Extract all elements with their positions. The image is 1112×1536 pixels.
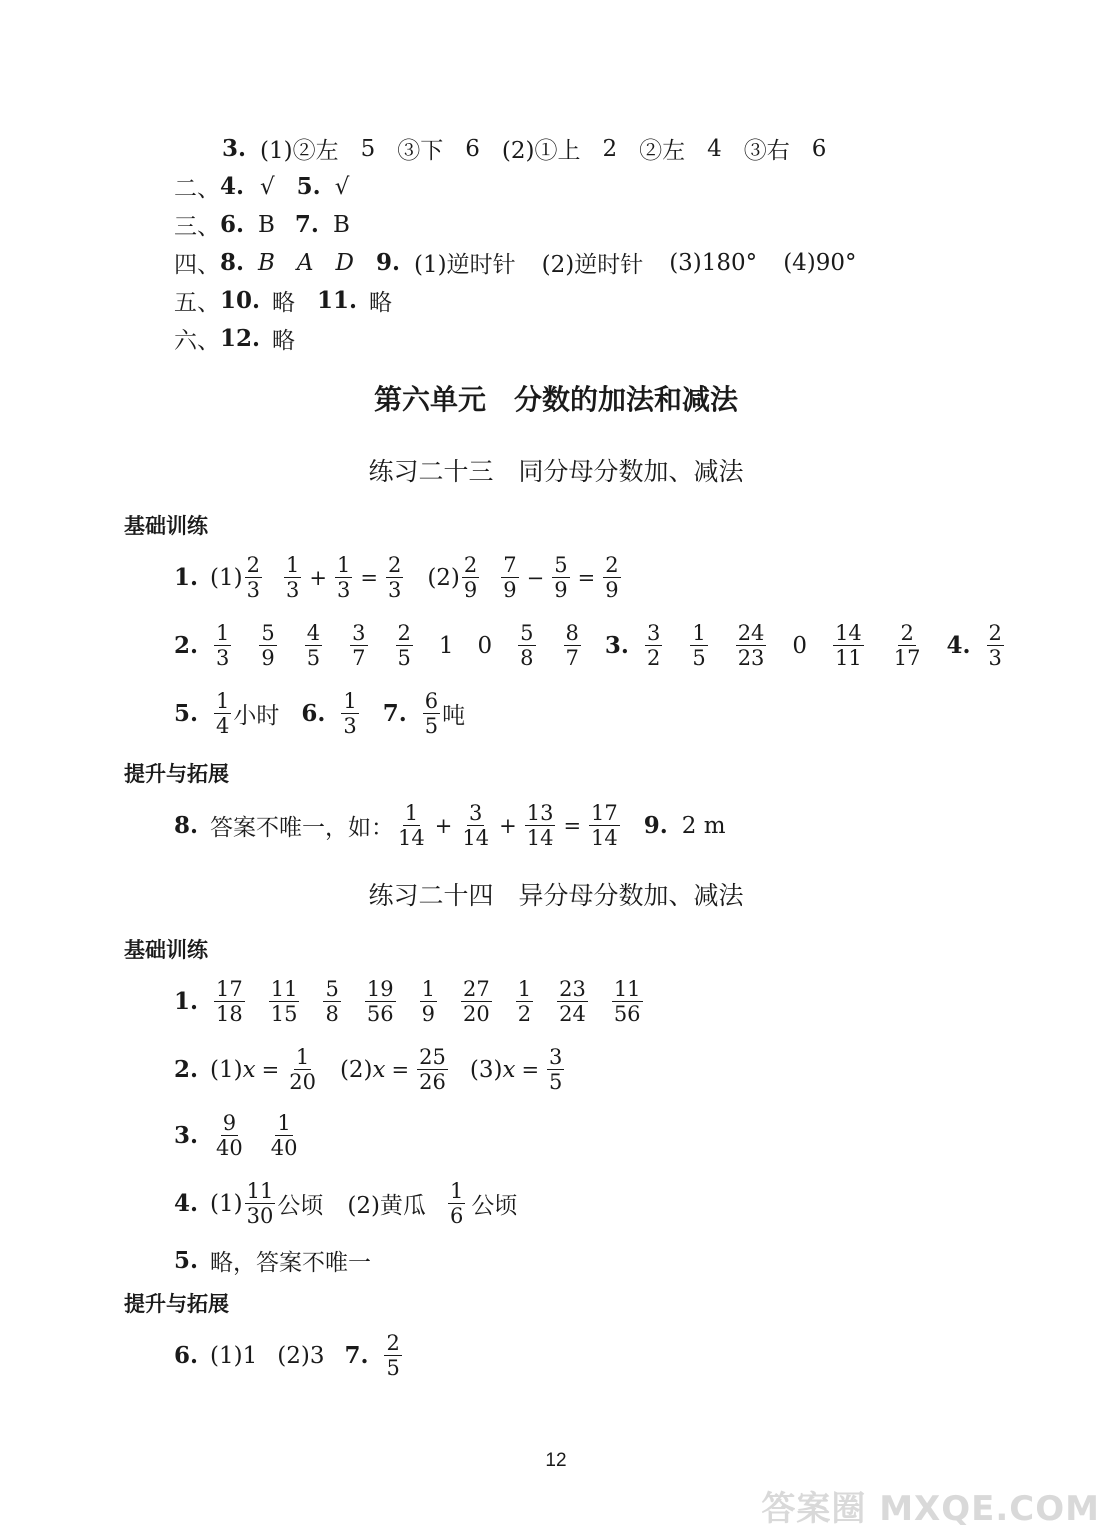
fraction: $\frac{2}{3}$ xyxy=(988,621,1002,671)
exercise-23-title: 练习二十三 同分母分数加、减法 xyxy=(368,457,744,486)
section-prefix: 六、 xyxy=(174,328,220,354)
q-num: 2. xyxy=(174,1056,199,1084)
answer-line-6 xyxy=(174,246,857,279)
answer-line-3 xyxy=(222,132,826,165)
fraction: $\frac{23}{24}$ xyxy=(559,977,586,1027)
fraction: $\frac{1}{20}$ xyxy=(289,1045,316,1095)
answer: (1)②左 xyxy=(260,138,339,164)
section-basic-training: 基础训练 xyxy=(124,938,208,962)
fraction: $\frac{2}{3}$ xyxy=(246,553,260,603)
q-num: 1. xyxy=(174,988,199,1016)
equals-sign: = xyxy=(577,565,596,590)
fraction: $\frac{27}{20}$ xyxy=(462,977,490,1027)
plus-sign: + xyxy=(434,813,453,838)
ex23-q1 xyxy=(174,554,623,601)
unit-label: 公顷 xyxy=(471,1193,518,1220)
ex24-q4 xyxy=(174,1180,517,1227)
q-num: 9. xyxy=(643,812,668,840)
answer: ③右 xyxy=(743,138,790,164)
fraction: $\frac{5}{9}$ xyxy=(261,621,275,671)
fraction: $\frac{3}{7}$ xyxy=(352,621,366,671)
answer: 0 xyxy=(792,632,808,659)
q-num: 4. xyxy=(220,173,245,200)
sub-label: (2)黄瓜 xyxy=(347,1193,426,1220)
answer: 6 xyxy=(811,135,827,162)
fraction: $\frac{1}{14}$ xyxy=(398,801,425,851)
unit-label: 小时 xyxy=(233,703,280,730)
fraction: $\frac{2}{9}$ xyxy=(463,553,478,603)
answer: (1)逆时针 xyxy=(414,252,516,278)
fraction: $\frac{4}{5}$ xyxy=(306,621,321,671)
answer: (2)逆时针 xyxy=(541,252,644,278)
answer: 6 xyxy=(465,135,480,162)
answer: 略 xyxy=(369,290,393,316)
fraction: $\frac{1}{6}$ xyxy=(449,1179,464,1229)
answer: B xyxy=(258,249,275,276)
q-num: 4. xyxy=(946,632,971,660)
fraction: $\frac{13}{14}$ xyxy=(526,801,554,851)
fraction: $\frac{11}{30}$ xyxy=(246,1179,274,1229)
section-prefix: 三、 xyxy=(174,214,220,240)
q-num: 1. xyxy=(174,564,199,592)
fraction: $\frac{1}{3}$ xyxy=(216,621,230,671)
q-num: 6. xyxy=(220,211,245,238)
answer-text: 略，答案不唯一 xyxy=(210,1250,372,1276)
q-num: 8. xyxy=(174,812,199,840)
ex23-q2-q4 xyxy=(174,622,1006,669)
fraction: $\frac{2}{3}$ xyxy=(387,553,402,603)
unit-title: 第六单元 分数的加法和减法 xyxy=(373,383,738,416)
equals-sign: = xyxy=(563,813,582,838)
q-num: 7. xyxy=(344,1342,369,1370)
ex23-q5-q7 xyxy=(174,690,465,737)
q-num: 5. xyxy=(296,173,321,200)
ex24-q3 xyxy=(174,1112,301,1159)
answer: (4)90° xyxy=(783,249,857,276)
answer: B xyxy=(258,211,275,238)
q-num: 11. xyxy=(317,287,358,314)
equals-sign: = xyxy=(521,1057,540,1082)
answer: A xyxy=(296,249,314,276)
fraction: $\frac{11}{56}$ xyxy=(613,977,641,1027)
equals-sign: = xyxy=(391,1057,410,1082)
section-extension: 提升与拓展 xyxy=(124,762,229,786)
fraction: $\frac{3}{14}$ xyxy=(462,801,490,851)
unit-label: 吨 xyxy=(442,703,466,730)
q-num: 12. xyxy=(220,325,261,352)
answer: (2)①上 xyxy=(501,138,581,164)
sub-label: (3) xyxy=(469,1056,503,1083)
sub-label: (1) xyxy=(210,564,243,591)
q-num: 8. xyxy=(220,249,245,276)
fraction: $\frac{17}{18}$ xyxy=(216,977,243,1027)
q-num: 7. xyxy=(382,700,407,728)
answer: 略 xyxy=(272,328,296,354)
answer: 0 xyxy=(477,632,493,659)
fraction: $\frac{1}{5}$ xyxy=(692,621,706,671)
fraction: $\frac{25}{26}$ xyxy=(419,1045,446,1095)
fraction: $\frac{24}{23}$ xyxy=(737,621,765,671)
answer: 2 xyxy=(602,135,618,162)
answer: 2 m xyxy=(681,812,726,839)
variable-x: x xyxy=(242,1056,256,1083)
check-mark: √ xyxy=(334,173,350,200)
check-mark: √ xyxy=(260,173,275,200)
q-num: 3. xyxy=(174,1122,199,1150)
fraction: $\frac{17}{14}$ xyxy=(591,801,618,851)
variable-x: x xyxy=(502,1056,516,1083)
ex24-q5 xyxy=(174,1244,371,1277)
section-prefix: 四、 xyxy=(174,252,220,278)
answer: 4 xyxy=(707,135,722,162)
variable-x: x xyxy=(372,1056,386,1083)
q-num: 3. xyxy=(604,632,629,660)
ex24-q6-q7 xyxy=(174,1332,404,1379)
fraction: $\frac{8}{7}$ xyxy=(565,621,579,671)
answer-line-4 xyxy=(174,170,349,203)
section-prefix: 二、 xyxy=(174,176,220,202)
q-num: 5. xyxy=(174,700,199,728)
sub-label: (1) xyxy=(210,1056,243,1083)
answer: B xyxy=(332,211,350,238)
answer: (3)180° xyxy=(669,249,758,276)
fraction: $\frac{6}{5}$ xyxy=(424,689,439,739)
answer-line-8 xyxy=(174,322,295,355)
equals-sign: = xyxy=(261,1057,280,1082)
answer: ③下 xyxy=(397,138,444,164)
fraction: $\frac{1}{4}$ xyxy=(216,689,230,739)
q-num: 4. xyxy=(174,1190,199,1218)
fraction: $\frac{5}{9}$ xyxy=(554,553,568,603)
fraction: $\frac{2}{5}$ xyxy=(386,1331,400,1381)
equals-sign: = xyxy=(360,565,378,590)
plus-sign: + xyxy=(499,813,517,838)
q-num: 7. xyxy=(294,211,319,238)
fraction: $\frac{2}{9}$ xyxy=(605,553,619,603)
unit-label: 公顷 xyxy=(277,1193,324,1220)
sub-label: (2) xyxy=(427,564,460,591)
fraction: $\frac{1}{3}$ xyxy=(336,553,351,603)
q-num: 6. xyxy=(301,700,326,728)
answer: 1 xyxy=(438,632,454,659)
section-basic-training: 基础训练 xyxy=(124,514,208,538)
answer: (1)1 xyxy=(210,1342,258,1369)
fraction: $\frac{5}{8}$ xyxy=(520,621,534,671)
fraction: $\frac{2}{5}$ xyxy=(397,621,411,671)
fraction: $\frac{3}{5}$ xyxy=(549,1045,563,1095)
fraction: $\frac{3}{2}$ xyxy=(646,621,661,671)
ex23-q8-q9 xyxy=(174,802,726,849)
fraction: $\frac{11}{15}$ xyxy=(270,977,298,1027)
fraction: $\frac{1}{3}$ xyxy=(343,689,357,739)
fraction: $\frac{9}{40}$ xyxy=(216,1111,243,1161)
fraction: $\frac{1}{40}$ xyxy=(270,1111,298,1161)
fraction: $\frac{19}{56}$ xyxy=(366,977,394,1027)
watermark-logo: 答案圈 MXQE.COM xyxy=(761,1489,1100,1529)
fraction: $\frac{5}{8}$ xyxy=(325,977,339,1027)
fraction: $\frac{1}{2}$ xyxy=(517,977,532,1027)
answer: ②左 xyxy=(639,138,686,164)
answer-line-7 xyxy=(174,284,392,317)
q-num: 9. xyxy=(376,249,401,276)
section-extension: 提升与拓展 xyxy=(124,1292,229,1316)
minus-sign: − xyxy=(526,565,545,590)
sub-label: (1) xyxy=(210,1190,243,1217)
answer: (2)3 xyxy=(277,1342,325,1369)
sub-label: (2) xyxy=(339,1056,373,1083)
answer-line-5 xyxy=(174,208,350,241)
fraction: $\frac{1}{3}$ xyxy=(285,553,300,603)
answer-text: 答案不唯一，如： xyxy=(210,815,395,842)
ex24-q1 xyxy=(174,978,645,1025)
q-num: 2. xyxy=(174,632,199,660)
answer: D xyxy=(335,249,354,276)
fraction: $\frac{2}{17}$ xyxy=(893,621,921,671)
q-num: 10. xyxy=(220,287,261,314)
q-num: 5. xyxy=(174,1247,199,1274)
ex24-q2 xyxy=(174,1046,566,1093)
fraction: $\frac{7}{9}$ xyxy=(503,553,517,603)
answer: 5 xyxy=(360,135,376,162)
plus-sign: + xyxy=(309,565,327,590)
answer: 略 xyxy=(272,290,296,316)
q-num: 3. xyxy=(222,135,247,162)
fraction: $\frac{1}{9}$ xyxy=(421,977,435,1027)
section-prefix: 五、 xyxy=(174,290,220,316)
exercise-24-title: 练习二十四 异分母分数加、减法 xyxy=(368,881,744,910)
page-number: 12 xyxy=(545,1450,567,1471)
fraction: $\frac{14}{11}$ xyxy=(835,621,862,671)
q-num: 6. xyxy=(174,1342,199,1370)
